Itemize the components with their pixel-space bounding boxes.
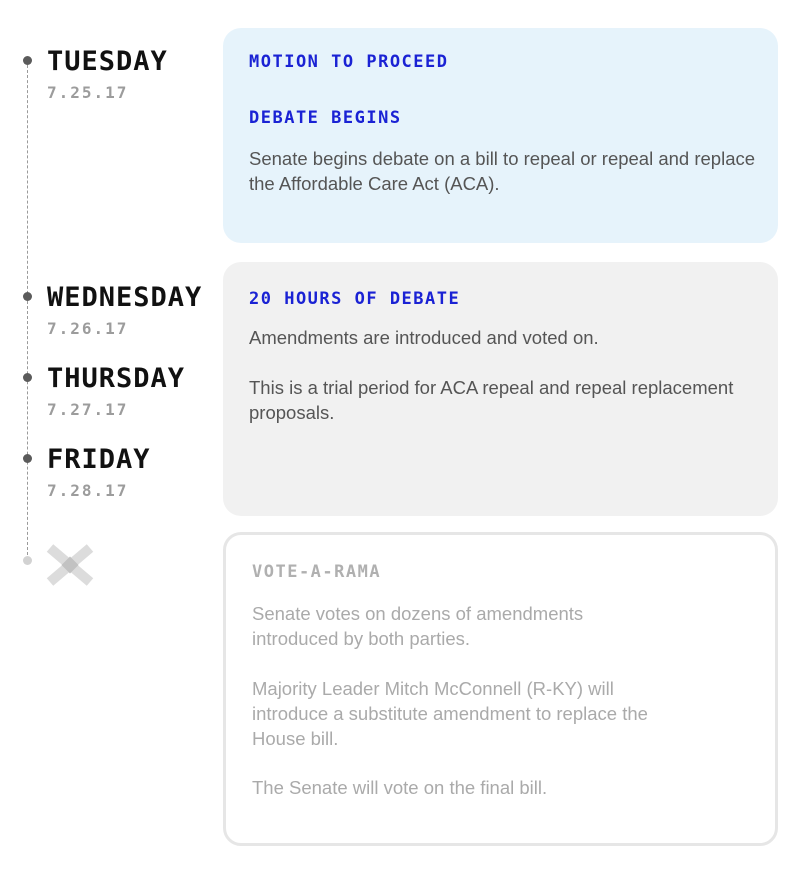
timeline-dot-friday (23, 454, 32, 463)
date-label-wednesday: 7.26.17 (47, 319, 129, 338)
motion-card (223, 28, 778, 243)
day-label-tuesday: TUESDAY (47, 46, 168, 77)
day-label-thursday: THURSDAY (47, 363, 186, 394)
x-mark-icon (44, 542, 96, 588)
debate-heading: 20 HOURS OF DEBATE (249, 289, 461, 309)
vote-body-1: Senate votes on dozens of amendments introduced by both parties. (252, 603, 584, 649)
timeline-dot-thursday (23, 373, 32, 382)
motion-heading: MOTION TO PROCEED (249, 52, 449, 72)
debate-body-1: Amendments are introduced and voted on. (249, 327, 599, 348)
timeline-dot-wednesday (23, 292, 32, 301)
day-label-friday: FRIDAY (47, 444, 151, 475)
day-label-wednesday: WEDNESDAY (47, 282, 203, 313)
debate-body-2: This is a trial period for ACA repeal and repeal replacement proposals. (249, 377, 734, 423)
debate-begins-heading: DEBATE BEGINS (249, 108, 402, 128)
timeline-dot-tuesday (23, 56, 32, 65)
timeline-line (27, 60, 28, 560)
date-label-thursday: 7.27.17 (47, 400, 129, 419)
debate-card (223, 262, 778, 516)
vote-card (223, 532, 778, 846)
motion-body: Senate begins debate on a bill to repeal or repeal and replace the Affordable Care Act (ACA). (249, 148, 756, 194)
timeline-dot-final (23, 556, 32, 565)
date-label-friday: 7.28.17 (47, 481, 129, 500)
date-label-tuesday: 7.25.17 (47, 83, 129, 102)
vote-body-3: The Senate will vote on the final bill. (252, 777, 548, 798)
vote-heading: VOTE-A-RAMA (252, 562, 382, 582)
vote-body-2: Majority Leader Mitch McConnell (R-KY) will introduce a substitute amendment to replace the House bill. (252, 678, 648, 749)
